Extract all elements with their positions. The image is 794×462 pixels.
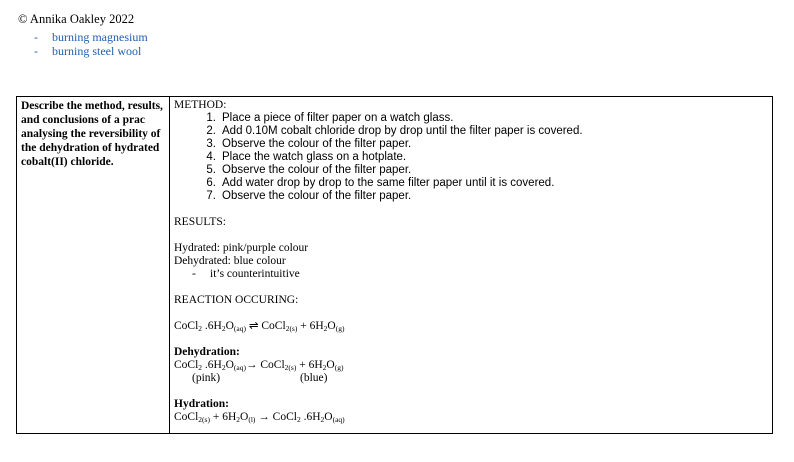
dehydration-heading: Dehydration:: [174, 346, 240, 358]
list-item: 3. Observe the colour of the filter paper.: [206, 138, 412, 150]
list-item: 6. Add water drop by drop to the same filter paper until it is covered.: [206, 177, 555, 189]
dehydrated-result: Dehydrated: blue colour: [174, 255, 286, 267]
method-steps: [174, 112, 768, 203]
hydrated-result: Hydrated: pink/purple colour: [174, 242, 309, 254]
list-item: - burning steel wool: [34, 44, 142, 58]
equilibrium-equation: CoCl$_2$ $.6H_2O_{(aq)}$ ⇌ CoCl$_{2(s)}$ + $6H_2O_{(g)}$: [174, 320, 345, 333]
copyright-text: © Annika Oakley 2022: [18, 12, 135, 26]
answer-cell: [170, 97, 772, 433]
bullet-list: [34, 30, 148, 58]
results-heading: RESULTS:: [174, 216, 226, 228]
list-item: 7. Observe the colour of the filter paper.: [206, 190, 412, 202]
colour-labels: (pink) (blue): [192, 372, 328, 384]
list-item: - burning magnesium: [34, 30, 148, 44]
qa-table: [16, 96, 773, 434]
result-note: - it’s counterintuitive: [192, 268, 300, 280]
question-cell: Describe the method, results, and conclusions of a prac analysing the reversibility of the dehydration of hydrated cobalt(II) chloride.: [17, 97, 170, 433]
list-item: 5. Observe the colour of the filter paper.: [206, 164, 412, 176]
list-item: 4. Place the watch glass on a hotplate.: [206, 151, 407, 163]
list-item: 2. Add 0.10M cobalt chloride drop by drop until the filter paper is covered.: [206, 125, 583, 137]
dehydration-equation: CoCl$_2$ $.6H_2O_{(aq)}\to$ CoCl$_{2(s)}$ + $6H_2O_{(g)}$: [174, 359, 344, 372]
method-heading: METHOD:: [174, 99, 227, 111]
hydration-heading: Hydration:: [174, 398, 229, 410]
reaction-heading: REACTION OCCURING:: [174, 294, 299, 306]
hydration-equation: CoCl$_{2(s)}$ + $6H_2O_{(l)}$ → CoCl$_2$ $.6H_2O_{(aq)}$: [174, 411, 345, 424]
list-item: 1. Place a piece of filter paper on a watch glass.: [206, 112, 454, 124]
